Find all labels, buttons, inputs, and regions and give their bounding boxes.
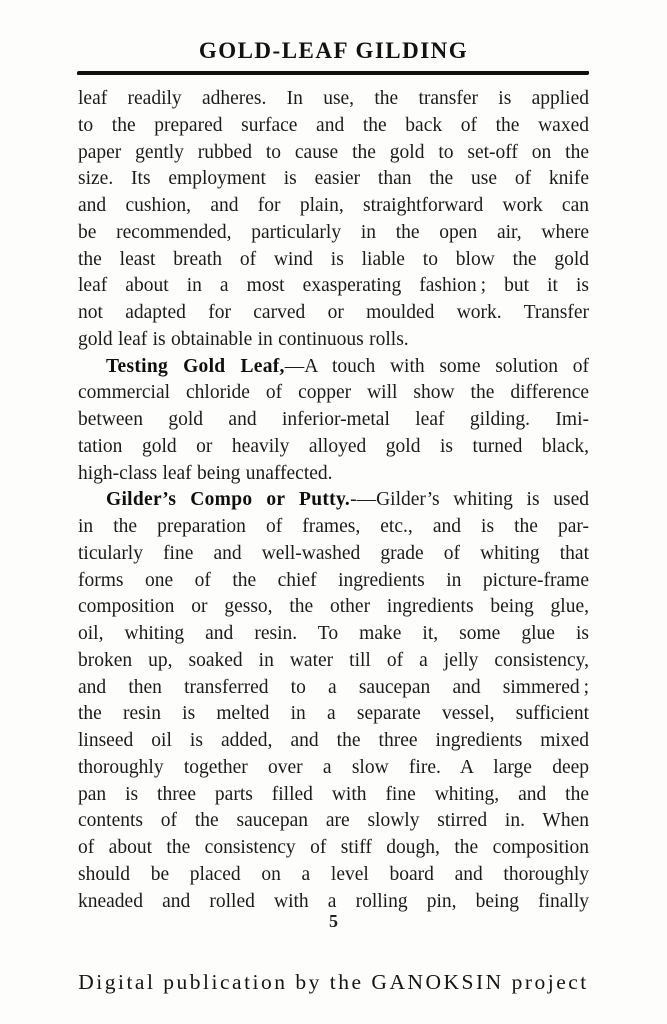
line-text: composition or gesso, the other ingredients being glue, — [78, 596, 589, 618]
line-text: -—Gilder’s whiting is used — [350, 489, 589, 511]
line-text: —A touch with some solution of — [284, 355, 589, 377]
text-line — [78, 835, 589, 862]
text-line — [78, 514, 589, 541]
text-line — [78, 701, 589, 728]
line-text: forms one of the chief ingredients in picture-frame — [78, 569, 589, 591]
page-number: 5 — [329, 911, 338, 931]
text-line — [78, 140, 589, 167]
line-text: should be placed on a level board and thoroughly — [78, 863, 589, 885]
text-line — [78, 675, 589, 702]
text-line — [78, 808, 589, 835]
paragraph-lead-in: Gilder’s Compo or Putty. — [106, 489, 351, 511]
line-text: of about the consistency of stiff dough, the composition — [78, 837, 589, 858]
text-line — [78, 782, 589, 809]
text-line — [78, 300, 589, 327]
page-title: GOLD-LEAF GILDING — [198, 38, 469, 63]
line-text: oil, whiting and resin. To make it, some glue is — [78, 623, 589, 644]
line-text: commercial chloride of copper will show the difference — [78, 382, 589, 404]
line-text: ticularly fine and well-washed grade of whiting that — [78, 542, 589, 564]
paragraph-lead-in: Testing Gold Leaf, — [106, 355, 285, 377]
line-text: thoroughly together over a slow fire. A large deep — [78, 756, 589, 778]
line-text: between gold and inferior-metal leaf gilding. Imi- — [78, 409, 589, 430]
text-line — [78, 273, 589, 300]
text-line — [78, 220, 589, 247]
line-text: be recommended, particularly in the open air, where — [78, 221, 589, 243]
text-line — [78, 728, 589, 755]
line-text: contents of the saucepan are slowly stirred in. When — [78, 810, 589, 832]
text-line — [78, 354, 589, 381]
line-text: high-class leaf being unaffected. — [78, 462, 333, 484]
line-text: the resin is melted in a separate vessel, sufficient — [78, 703, 589, 725]
line-text: and cushion, and for plain, straightforward work can — [78, 195, 589, 216]
line-text: linseed oil is added, and the three ingredients mixed — [78, 730, 589, 751]
text-line — [78, 434, 589, 461]
title-rule — [77, 71, 589, 75]
text-line — [78, 862, 589, 889]
text-line — [78, 568, 589, 595]
text-line — [78, 541, 589, 568]
line-text: pan is three parts filled with fine whiting, and the — [78, 783, 589, 805]
line-text: kneaded and rolled with a rolling pin, being finally — [78, 890, 589, 912]
line-text: gold leaf is obtainable in continuous rolls. — [78, 328, 409, 350]
line-text: the least breath of wind is liable to blow the gold — [78, 248, 589, 270]
line-text: size. Its employment is easier than the use of knife — [78, 168, 589, 190]
text-line — [78, 461, 589, 488]
text-line — [78, 86, 589, 113]
text-line — [78, 621, 589, 648]
text-line — [78, 755, 589, 782]
body-text — [78, 86, 589, 915]
text-line — [78, 247, 589, 274]
text-line — [78, 166, 589, 193]
line-text: leaf readily adheres. In use, the transfer is applied — [78, 88, 589, 109]
line-text: paper gently rubbed to cause the gold to set-off on the — [78, 141, 589, 163]
text-line — [78, 594, 589, 621]
line-text: and then transferred to a saucepan and simmered ; — [78, 676, 589, 698]
line-text: tation gold or heavily alloyed gold is turned black, — [78, 435, 589, 457]
line-text: to the prepared surface and the back of the waxed — [78, 114, 589, 136]
publication-footer: Digital publication by the GANOKSIN project — [78, 970, 589, 994]
text-line — [78, 407, 589, 434]
text-line — [78, 113, 589, 140]
text-line — [78, 327, 589, 354]
text-line — [78, 193, 589, 220]
text-line — [78, 487, 589, 514]
line-text: in the preparation of frames, etc., and is the par- — [78, 516, 589, 537]
text-line — [78, 648, 589, 675]
line-text: not adapted for carved or moulded work. Transfer — [78, 302, 589, 323]
line-text: leaf about in a most exasperating fashion ; but it is — [78, 275, 589, 297]
line-text: broken up, soaked in water till of a jelly consistency, — [78, 649, 589, 671]
text-line — [78, 380, 589, 407]
